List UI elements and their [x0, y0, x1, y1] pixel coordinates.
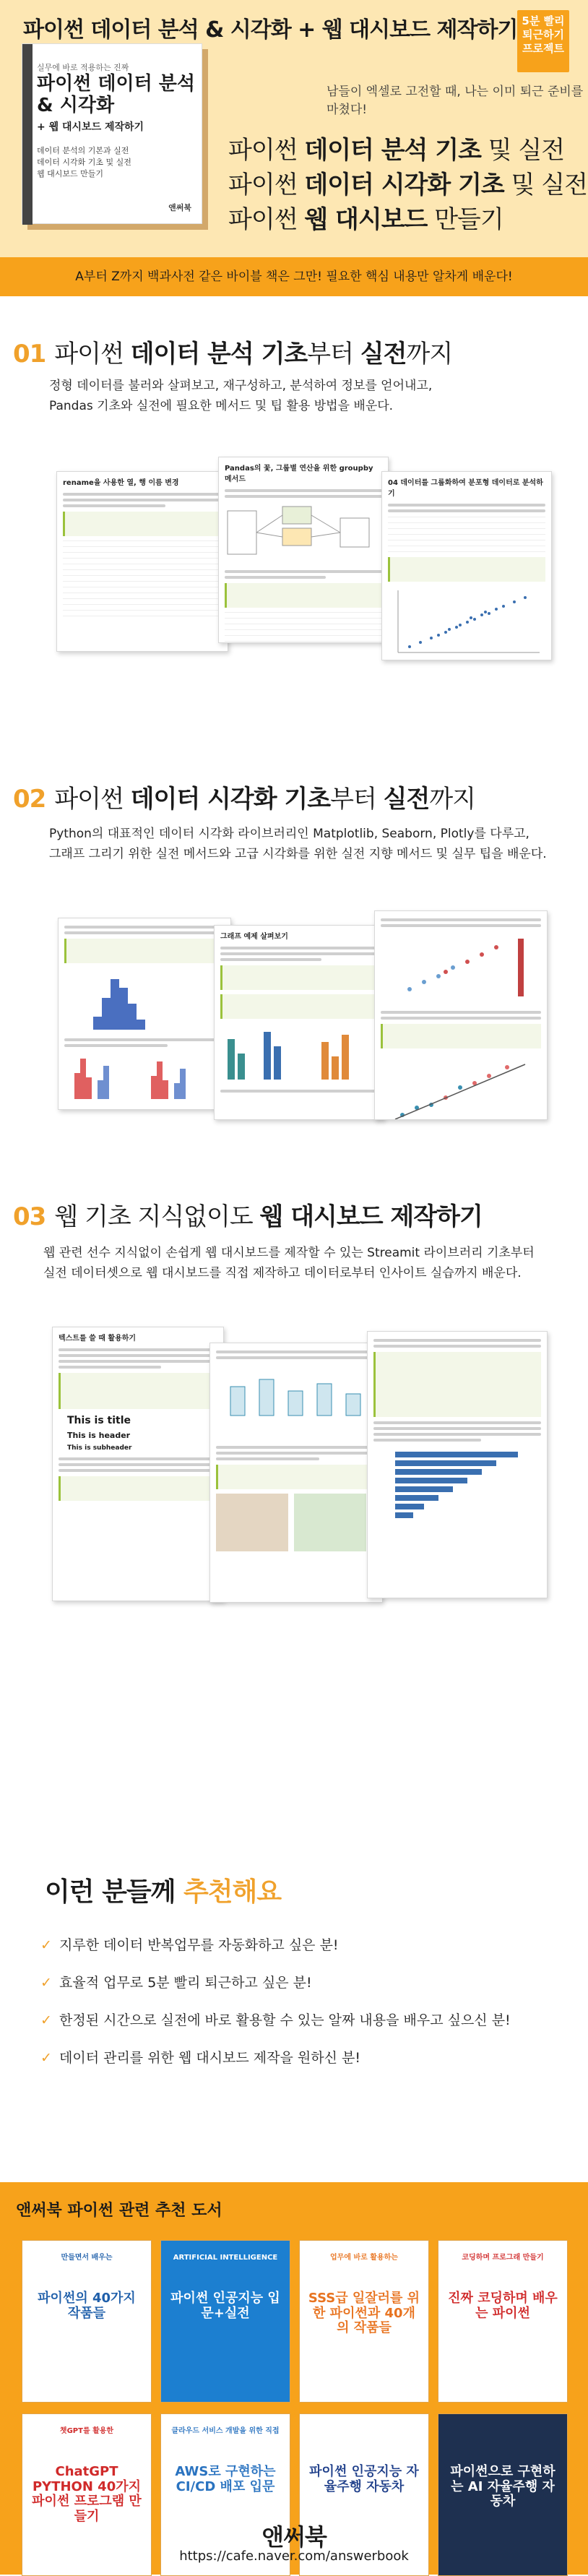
section-number: 03 — [13, 1202, 46, 1231]
badge-line: 프로젝트 — [522, 42, 564, 55]
heading-mid: 부터 — [330, 785, 384, 814]
text-line — [216, 1351, 376, 1353]
book-title: ChatGPT PYTHON 40가지 파이썬 프로그램 만들기 — [32, 2464, 142, 2525]
text-line — [59, 1463, 217, 1466]
section-01 — [0, 296, 588, 723]
text-line — [63, 504, 165, 507]
book-subtitle: 클라우드 서비스 개발을 위한 직접 — [171, 2427, 280, 2435]
text-line — [225, 489, 382, 492]
audience-item-text: 데이터 관리를 위한 웹 대시보드 제작을 원하신 분! — [59, 2050, 360, 2066]
text-line — [373, 1433, 541, 1436]
heading-mid: 부터 — [307, 340, 360, 369]
text-line — [373, 1421, 541, 1424]
text-line — [64, 926, 225, 929]
heading-pre: 웹 기초 지식없이도 — [54, 1202, 260, 1231]
dual-histogram-icon — [64, 1051, 223, 1102]
sample-page-heading: 그래프 예제 살펴보기 — [220, 933, 288, 941]
demo-header: This is header — [67, 1431, 131, 1440]
text-line — [388, 509, 545, 512]
book-tag: 데이터 분석의 기본과 실전 — [37, 146, 129, 155]
text-line — [59, 1366, 161, 1369]
colored-scatter-icon — [381, 931, 542, 1004]
publisher-url[interactable]: https://cafe.naver.com/answerbook — [179, 2549, 409, 2564]
hero-line-bold: 데이터 시각화 기초 — [304, 171, 504, 199]
text-line — [216, 1457, 319, 1460]
book-tags — [37, 145, 131, 180]
recommended-title: 앤써북 파이썬 관련 추천 도서 — [16, 2202, 222, 2220]
heading-pre: 파이썬 — [54, 340, 131, 369]
recommended-books — [0, 2182, 588, 2575]
publisher-logo: 앤써북 — [261, 2523, 327, 2551]
text-line — [381, 924, 541, 927]
scatter-plot-icon — [388, 587, 547, 660]
demo-title: This is title — [67, 1415, 131, 1426]
book-publisher: 앤써북 — [168, 203, 191, 212]
sample-page — [381, 471, 552, 660]
recommended-book[interactable] — [438, 2240, 568, 2403]
heading-bold: 실전 — [383, 785, 430, 814]
desc-line: 실전 데이터셋으로 웹 대시보드를 직접 제작하고 데이터로부터 인사이트 실습까지 배운다. — [43, 1266, 522, 1280]
streamlit-demo — [67, 1415, 209, 1452]
text-line — [373, 1345, 541, 1348]
regression-scatter-icon — [381, 1054, 542, 1120]
text-line — [216, 1446, 376, 1449]
book-subtitle: 실무에 바로 적용하는 진짜 — [37, 63, 129, 72]
hero-feature-lines — [228, 133, 587, 237]
book-tag: 데이터 시각화 기초 및 실전 — [37, 158, 131, 167]
hero-line-post: 및 실전 — [503, 171, 587, 199]
text-line — [64, 931, 225, 934]
box-plot-icon — [216, 1365, 378, 1437]
section-number: 01 — [13, 340, 46, 369]
section-number: 02 — [13, 785, 46, 814]
image-gallery — [216, 1494, 376, 1551]
hero-line-post: 만들기 — [427, 205, 503, 234]
text-line — [63, 493, 222, 496]
sample-page-heading: 텍스트를 쓸 때 활용하기 — [59, 1335, 137, 1343]
book-subtitle: 업무에 바로 활용하는 — [330, 2254, 398, 2262]
desc-line: 웹 관련 선수 지식없이 손쉽게 웹 대시보드를 제작할 수 있는 Streamit 라이브러리 기초부터 — [43, 1246, 535, 1260]
audience-item — [40, 1964, 511, 2002]
audience-list — [40, 1926, 511, 2077]
text-line — [373, 1439, 481, 1442]
code-block — [64, 939, 225, 963]
groupby-diagram-icon — [225, 504, 384, 561]
text-line — [64, 1038, 225, 1041]
check-icon: ✓ — [40, 2012, 52, 2028]
data-table — [225, 612, 382, 643]
heading-post: 까지 — [429, 785, 476, 814]
text-line — [225, 570, 382, 573]
food-image — [216, 1494, 288, 1551]
desc-line: Python의 대표적인 데이터 시각화 라이브러리인 Matplotlib, Seaborn, Plotly를 다루고, — [49, 827, 529, 841]
hero-tagline: 남들이 엑셀로 고전할 때, 나는 이미 퇴근 준비를 마쳤다! — [327, 85, 584, 117]
book-subtitle: 코딩하며 프로그래 만들기 — [462, 2254, 544, 2262]
hero-badge — [517, 10, 569, 72]
section-description — [43, 1243, 571, 1283]
section-02 — [0, 723, 588, 1149]
bar-chart-icon — [220, 1025, 379, 1082]
code-block — [59, 1476, 217, 1501]
desc-line: 정형 데이터를 불러와 살펴보고, 재구성하고, 분석하여 정보를 얻어내고, — [49, 379, 433, 393]
section-heading — [13, 334, 452, 369]
heading-pre: 파이썬 — [54, 785, 131, 814]
cocktail-image — [294, 1494, 366, 1551]
audience-item — [40, 2002, 511, 2039]
audience-item — [40, 1926, 511, 1964]
book-title: SSS급 일잘러를 위한 파이썬과 40개의 작품들 — [308, 2291, 420, 2336]
histogram-icon — [64, 969, 223, 1031]
text-line — [373, 1427, 541, 1430]
book-title: 파이썬의 40가지 작품들 — [38, 2291, 136, 2321]
sample-page-heading: 04 데이터를 그룹화하여 분포형 데이터로 분석하기 — [388, 479, 543, 498]
desc-line: 그래프 그리기 위한 실전 메서드와 고급 시각화를 위한 실전 지향 메서드 및 실무 팁을 배운다. — [49, 847, 547, 861]
hero-banner — [0, 0, 588, 296]
book-spine-stripe — [22, 44, 33, 225]
text-line — [59, 1469, 217, 1472]
check-icon: ✓ — [40, 2050, 52, 2066]
text-line — [59, 1360, 217, 1363]
heading-bold: 데이터 시각화 기초 — [130, 785, 331, 814]
audience-item-text: 지루한 데이터 반복업무를 자동화하고 싶은 분! — [59, 1937, 339, 1953]
section-description — [49, 376, 576, 416]
book-title-line: 파이썬 데이터 분석 — [37, 73, 196, 95]
text-line — [220, 952, 378, 955]
code-block — [381, 1024, 541, 1048]
text-line — [59, 1348, 217, 1351]
text-line — [381, 918, 541, 921]
hero-line-bold: 데이터 분석 기초 — [304, 136, 481, 165]
data-table — [388, 517, 545, 553]
sample-page — [367, 1331, 548, 1598]
text-line — [59, 1457, 217, 1460]
sample-page — [218, 457, 389, 643]
hero-book-cover — [22, 43, 202, 224]
text-line — [225, 495, 382, 498]
badge-line: 5분 빨리 — [522, 14, 565, 27]
book-title: 파이썬으로 구현하는 AI 자율주행 자동차 — [450, 2464, 555, 2510]
audience-title-accent: 추천해요 — [183, 1877, 282, 1907]
code-block — [216, 1465, 376, 1489]
book-title-line: & 시각화 — [37, 95, 115, 116]
sample-page — [214, 925, 384, 1120]
section-heading — [13, 1197, 483, 1232]
recommended-book[interactable] — [160, 2240, 290, 2403]
sample-page — [52, 1327, 224, 1601]
section-heading — [13, 779, 475, 814]
text-line — [63, 499, 222, 501]
sample-page — [56, 471, 228, 652]
data-table — [63, 540, 222, 620]
text-line — [216, 1356, 376, 1359]
code-block — [373, 1352, 541, 1417]
text-line — [381, 1011, 541, 1014]
text-line — [220, 958, 321, 961]
audience-title — [45, 1871, 281, 1908]
recommended-book[interactable] — [22, 2240, 152, 2403]
book-title-line: + 웹 대시보드 제작하기 — [37, 121, 144, 133]
hero-line-pre: 파이썬 — [228, 205, 305, 234]
recommended-book[interactable] — [299, 2240, 429, 2403]
code-block — [63, 512, 222, 536]
badge-line: 퇴근하기 — [522, 28, 564, 41]
book-subtitle: ARTIFICIAL INTELLIGENCE — [173, 2254, 278, 2262]
code-block — [220, 994, 378, 1019]
sample-pages — [0, 457, 588, 688]
sample-page-heading: rename을 사용한 열, 행 이름 변경 — [63, 479, 179, 487]
hero-line-bold: 웹 대시보드 — [304, 205, 428, 234]
text-line — [373, 1339, 541, 1342]
hero-line-pre: 파이썬 — [228, 171, 305, 199]
text-line — [64, 1044, 168, 1047]
audience-title-pre: 이런 분들께 — [45, 1877, 183, 1907]
sample-page — [58, 918, 231, 1110]
book-tag: 웹 대시보드 만들기 — [37, 169, 104, 178]
check-icon: ✓ — [40, 1975, 52, 1991]
desc-line: Pandas 기초와 실전에 필요한 메서드 및 팁 활용 방법을 배운다. — [49, 399, 394, 413]
sample-pages — [0, 1327, 588, 1630]
text-line — [220, 1090, 378, 1093]
hero-line — [228, 202, 587, 237]
book-title: 진짜 코딩하며 배우는 파이썬 — [448, 2291, 558, 2321]
code-block — [388, 557, 545, 582]
text-line — [216, 1452, 376, 1455]
heading-bold: 데이터 분석 기초 — [130, 340, 308, 369]
sample-page-heading: Pandas의 꽃, 그룹별 연산을 위한 groupby 메서드 — [225, 465, 373, 483]
book-title: AWS로 구현하는 CI/CD 배포 입문 — [175, 2464, 276, 2494]
section-03 — [0, 1149, 588, 1749]
text-line — [59, 1354, 217, 1357]
text-line — [220, 947, 378, 949]
audience-item — [40, 2039, 511, 2077]
hero-line-pre: 파이썬 — [228, 136, 305, 165]
book-subtitle: 만들면서 배우는 — [61, 2254, 113, 2262]
hero-line — [228, 133, 587, 168]
hero-footer-bar: A부터 Z까지 백과사전 같은 바이블 책은 그만! 필요한 핵심 내용만 알차게 배운다! — [0, 257, 588, 296]
audience-item-text: 한정된 시간으로 실전에 바로 활용할 수 있는 알짜 내용을 배우고 싶으신 분! — [59, 2012, 511, 2028]
check-icon: ✓ — [40, 1937, 52, 1953]
sample-page — [209, 1343, 383, 1603]
sample-page — [374, 910, 548, 1120]
text-line — [388, 504, 545, 507]
hero-title: 파이썬 데이터 분석 & 시각화 + 웹 대시보드 제작하기 — [23, 17, 518, 43]
book-title: 파이썬 인공지능 입문+실전 — [170, 2291, 280, 2321]
code-block — [59, 1373, 217, 1409]
section-description — [49, 824, 576, 864]
hero-line — [228, 168, 587, 202]
audience-item-text: 효율적 업무로 5분 빨리 퇴근하고 싶은 분! — [59, 1975, 312, 1991]
text-line — [381, 1017, 541, 1020]
heading-bold: 실전 — [360, 340, 407, 369]
demo-subheader: This is subheader — [67, 1444, 132, 1452]
book-title — [37, 73, 195, 138]
code-block — [225, 583, 382, 608]
book-subtitle: 챗GPT를 활용한 — [59, 2427, 114, 2435]
book-title: 파이썬 인공지능 자율주행 자동차 — [309, 2464, 419, 2494]
hero-line-post: 및 실전 — [480, 136, 565, 165]
sample-pages — [0, 910, 588, 1142]
heading-bold: 웹 대시보드 제작하기 — [259, 1202, 483, 1231]
code-block — [220, 965, 378, 990]
horizontal-bar-chart-icon — [373, 1447, 542, 1527]
heading-post: 까지 — [406, 340, 453, 369]
text-line — [225, 576, 326, 579]
